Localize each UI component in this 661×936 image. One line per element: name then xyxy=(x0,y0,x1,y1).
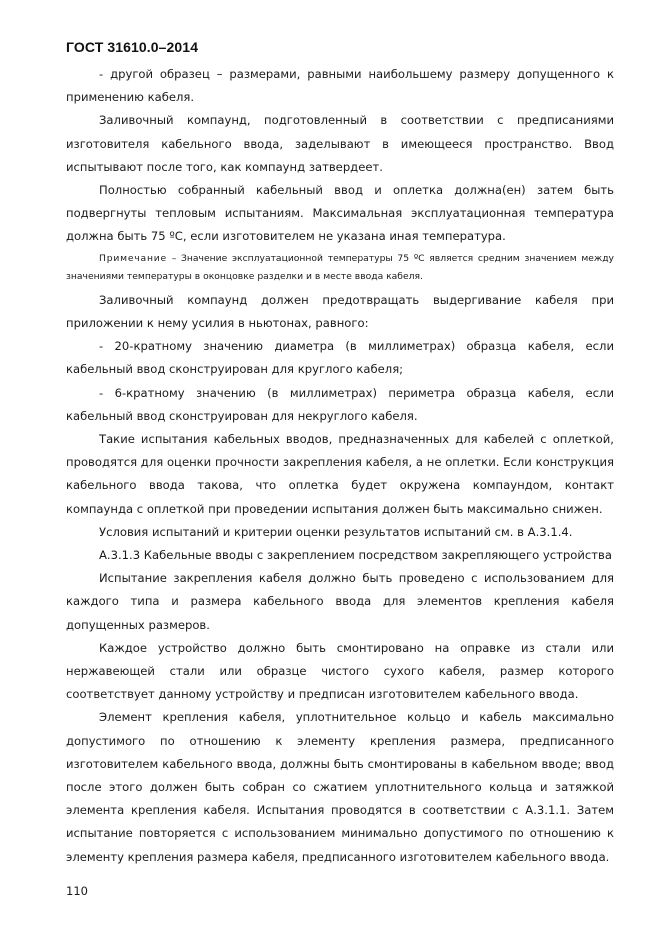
paragraph: - 20-кратному значению диаметра (в миллиметрах) образца кабеля, если кабельный ввод сконструирован для круглого кабеля; xyxy=(66,339,614,377)
note-text: Значение эксплуатационной температуры 75 ºС является средним значением между значениями температуры в оконцовке разделки и в месте ввода кабеля. xyxy=(66,252,614,283)
paragraph: Испытание закрепления кабеля должно быть проведено с использованием для каждого типа и размера кабельного ввода для элементов крепления кабеля допущенных размеров. xyxy=(66,571,614,632)
paragraph: - 6-кратному значению (в миллиметрах) периметра образца кабеля, если кабельный ввод сконструирован для некруглого кабеля. xyxy=(66,385,614,423)
paragraph: Элемент крепления кабеля, уплотнительное кольцо и кабель максимально допустимого по отношению к элементу крепления размера, предписанного изготовителем кабельного ввода, должны быть смонтированы в кабельном вводе; ввод после этого должен быть собран со сжатием уплотнительного кольца и затяжкой элемента крепления кабеля. Испытания проводятся в соответствии с А.3.1.1. Затем испытание повторяется с использованием минимально допустимого по отношению к элементу крепления размера кабеля, предписанного изготовителем кабельного ввода. xyxy=(66,710,614,864)
document-header: ГОСТ 31610.0–2014 xyxy=(66,39,199,55)
paragraph: Каждое устройство должно быть смонтировано на оправке из стали или нержавеющей стали или образце чистого сухого кабеля, размер которого соответствует данному устройству и предписан изготовителем кабельного ввода. xyxy=(66,640,614,702)
page-number: 110 xyxy=(66,884,88,898)
paragraph: Заливочный компаунд, подготовленный в соответствии с предписаниями изготовителя кабельного ввода, заделывают в имеющееся пространство. Ввод испытывают после того, как компаунд затвердеет. xyxy=(66,113,614,174)
note-label: Примечание xyxy=(99,252,167,264)
note xyxy=(66,250,614,287)
paragraph: Полностью собранный кабельный ввод и оплетка должна(ен) затем быть подвергнуты тепловым испытаниям. Максимальная эксплуатационная температура должна быть 75 ºС, если изготовителем не указана иная температура. xyxy=(66,183,614,244)
section-heading: А.3.1.3 Кабельные вводы с закреплением посредством закрепляющего устройства xyxy=(99,548,612,563)
paragraph: - другой образец – размерами, равными наибольшему размеру допущенного к применению кабеля. xyxy=(66,67,614,105)
body-text xyxy=(66,63,614,869)
paragraph: Такие испытания кабельных вводов, предназначенных для кабелей с оплеткой, проводятся для оценки прочности закрепления кабеля, а не оплетки. Если конструкция кабельного ввода такова, что оплетка будет окружена компаундом, контакт компаунда с оплеткой при проведении испытания должен быть максимально снижен. xyxy=(66,432,614,516)
paragraph: Условия испытаний и критерии оценки результатов испытаний см. в А.3.1.4. xyxy=(99,524,573,539)
note-dash: – xyxy=(166,252,182,264)
paragraph: Заливочный компаунд должен предотвращать выдергивание кабеля при приложении к нему усилия в ньютонах, равного: xyxy=(66,292,614,331)
